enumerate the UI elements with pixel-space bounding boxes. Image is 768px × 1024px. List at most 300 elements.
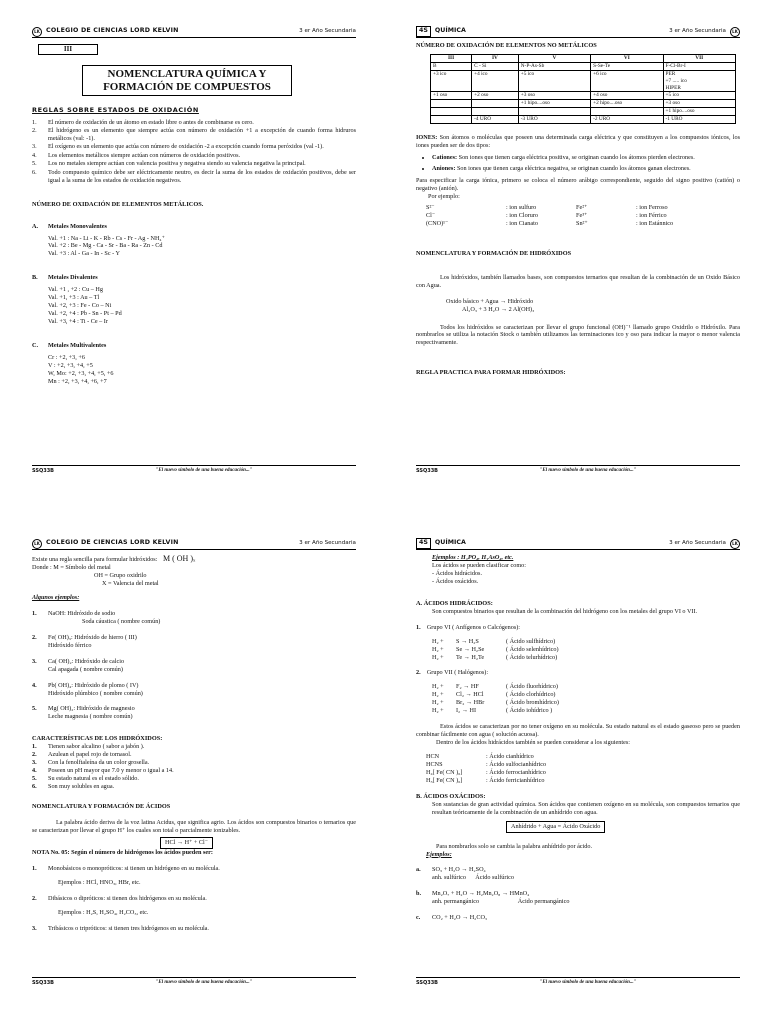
acid-type-text: Monobásicos o monopróticos: si tienen un hidrógeno en su molécula. bbox=[48, 864, 220, 872]
reaction-row bbox=[432, 654, 740, 662]
reaction-part: H₂ + bbox=[432, 653, 444, 661]
group-valences bbox=[48, 235, 356, 259]
group-vi-text: Grupo VI ( Anfígenos o Calcógenos): bbox=[426, 623, 521, 631]
example-number: 2. bbox=[32, 633, 37, 641]
ion-entry: Sn²⁺ bbox=[576, 219, 588, 227]
oxacid-example bbox=[416, 866, 740, 882]
acids-text: La palabra ácido deriva de la voz latina Acidus, que significa agrio. Los ácidos son compuestos binarios o ternarios que se caracterizan por llevar el grupo H⁺ los cuales son total o parcialmente ionizables. bbox=[32, 819, 356, 835]
table-cell: C - Si bbox=[472, 63, 519, 71]
ion-entry: : ion Cloruro bbox=[506, 211, 538, 219]
table-cell bbox=[431, 116, 472, 124]
table-header-cell: IV bbox=[472, 55, 519, 63]
valence-line: Val. +2 : Be - Mg - Ca - Sr - Ba - Ra - Zn - Cd bbox=[48, 242, 163, 250]
hydracid-part: : Ácido ferrocianhídrico bbox=[486, 768, 546, 776]
hydracids-text: Son compuestos binarios que resultan de la combinación del hidrógeno con los metales del grupo VI o VII. bbox=[432, 607, 698, 615]
example-common-name: Soda cáustica ( nombre común) bbox=[82, 617, 161, 625]
reaction-part: ( Ácido sulfhídrico) bbox=[506, 637, 556, 645]
table-cell: +5 ico bbox=[518, 71, 590, 92]
hydracids-state-text: Estos ácidos se caracterizan por no tener oxígeno en su molécula. Su estado natural es el estado gaseoso pero se pueden combinar fácilmente con agua ( solución acuosa). bbox=[416, 723, 740, 739]
reaction-part: I₂ → HI bbox=[456, 707, 477, 715]
group-vi-reactions bbox=[426, 638, 740, 662]
footer-code: SSQ33B bbox=[416, 979, 438, 986]
ion-entry: : ion Férrico bbox=[636, 211, 667, 219]
page-footer bbox=[416, 465, 740, 474]
hydroxides-text: Los hidróxidos, también llamados bases, son compuestos ternarios que resultan de la combinación de un Oxido Básico con Agua. bbox=[416, 273, 740, 289]
group-name: Metales Divalentes bbox=[48, 274, 98, 282]
hydroxide-rule-intro bbox=[32, 554, 356, 564]
page-body bbox=[416, 42, 740, 377]
page-3 bbox=[0, 512, 384, 1024]
reaction-row bbox=[432, 646, 740, 654]
reaction-part: ( Ácido bromhídrico) bbox=[506, 699, 559, 707]
table-cell: +4 oso bbox=[591, 92, 663, 100]
acid-type bbox=[32, 925, 356, 933]
examples-text: Ejemplos : H₃PO₄, H₃AsO₄, etc. bbox=[432, 554, 514, 561]
oxacid-reaction-line bbox=[416, 914, 740, 922]
acid-type-heading bbox=[32, 895, 356, 903]
characteristic-item bbox=[32, 743, 356, 751]
oxacid-formation-box: Anhídrido + Agua = Ácido Oxácido bbox=[506, 821, 605, 833]
hydroxide-example bbox=[32, 658, 356, 674]
valence-line: V : +2, +3, +4, +5 bbox=[48, 361, 93, 369]
table-cell: +3 oso bbox=[518, 92, 590, 100]
example-body bbox=[48, 610, 160, 626]
metals-title: NÚMERO DE OXIDACIÓN DE ELEMENTOS METÁLICOS. bbox=[32, 200, 204, 208]
ion-entry: Fe²⁺ bbox=[576, 203, 588, 211]
group-vii-reactions bbox=[426, 683, 740, 715]
group-letter: C. bbox=[32, 341, 39, 349]
hydroxide-examples bbox=[32, 610, 356, 721]
classification-item: - Ácidos oxácidos. bbox=[432, 577, 479, 585]
oxacid-examples bbox=[416, 866, 740, 922]
valence-line: Val. +3, +4 : Ti - Ce – Ir bbox=[48, 318, 108, 326]
table-cell: -3 URO bbox=[518, 116, 590, 124]
acid-type-text: Tribásicos o tripróticos: si tienen tres hidrógenos en su molécula. bbox=[48, 924, 209, 932]
page-number: 4S bbox=[416, 538, 431, 548]
example-name: NaOH: Hidróxido de sodio bbox=[48, 609, 116, 617]
table-row bbox=[431, 63, 736, 71]
reaction-part: Te → H₂Te bbox=[456, 653, 485, 661]
table-row bbox=[431, 108, 736, 116]
example-name: Ca( OH)₂: Hidróxido de calcio bbox=[48, 657, 125, 665]
reaction-part: ( Ácido telurhídrico) bbox=[506, 653, 558, 661]
ion-type-item bbox=[432, 165, 740, 173]
characteristic-item bbox=[32, 759, 356, 767]
metal-group-heading bbox=[32, 223, 356, 231]
rule-item bbox=[32, 152, 356, 160]
characteristics-list bbox=[32, 743, 356, 791]
table-cell bbox=[518, 108, 590, 116]
oxidation-table bbox=[430, 54, 736, 124]
reaction-part: ( Ácido iohídrico ) bbox=[506, 707, 553, 715]
table-cell: +2 hipo....oso bbox=[591, 100, 663, 108]
footer-motto: "El nuevo símbolo de una buena educación..." bbox=[155, 979, 253, 985]
valence-line: Mn : +2, +3, +4, +6, +7 bbox=[48, 377, 107, 385]
classification-intro: Los ácidos se pueden clasificar como: bbox=[432, 561, 526, 569]
reaction-part: Cl₂ → HCl bbox=[456, 691, 484, 699]
page-2 bbox=[384, 0, 768, 512]
rule-number: 3. bbox=[32, 143, 37, 151]
acid-types bbox=[32, 865, 356, 933]
where-line-3: X = Valencia del metal bbox=[102, 580, 159, 588]
example-body bbox=[48, 658, 124, 674]
rule-text: El número de oxidación de un átomo en estado libre o antes de combinarse es cero. bbox=[48, 118, 254, 126]
reaction-part: F₂ → HF bbox=[456, 683, 479, 691]
oxacid-reaction: CO₂ + H₂O → H₂CO₃ bbox=[432, 914, 488, 922]
acid-type-number: 2. bbox=[32, 894, 37, 902]
page-body bbox=[32, 42, 356, 386]
hydroxide-example bbox=[32, 682, 356, 698]
example-number: 1. bbox=[32, 609, 37, 617]
reaction-part: H₂ + bbox=[432, 707, 444, 715]
hydroxide-example bbox=[32, 610, 356, 626]
reaction-row bbox=[432, 707, 740, 715]
rule-number: 4. bbox=[32, 151, 37, 159]
rule-item bbox=[32, 160, 356, 168]
table-header-cell: III bbox=[431, 55, 472, 63]
ion-entry: : ion Cianato bbox=[506, 219, 538, 227]
reaction-part: S → H₂S bbox=[456, 637, 479, 645]
group-valences bbox=[48, 286, 356, 326]
table-cell bbox=[431, 108, 472, 116]
characteristic-number: 4. bbox=[32, 767, 37, 775]
oxacid-reaction: Mn₂O₇ + H₂O → H₂Mn₂O₈ → HMnO₄ bbox=[432, 890, 530, 898]
oxacid-examples-label: Ejemplos: bbox=[426, 850, 452, 858]
ion-type-text: Son iones que tienen carga eléctrica negativa, se originan cuando los átomos ganan electrones. bbox=[456, 165, 691, 173]
valence-line: W, Mo: +2, +3, +4, +5, +6 bbox=[48, 369, 114, 377]
example-body bbox=[48, 634, 137, 650]
triprotic-examples bbox=[432, 554, 740, 562]
oxacid-example-letter: b. bbox=[416, 890, 421, 898]
page-header bbox=[32, 26, 356, 38]
reaction-part: H₂ + bbox=[432, 691, 444, 699]
oxacid-names: anh. sulfúrico Ácido sulfúrico bbox=[432, 874, 514, 882]
where-line-2: OH = Grupo oxidrilo bbox=[94, 572, 147, 580]
metal-groups bbox=[32, 223, 356, 386]
example-body bbox=[48, 705, 135, 721]
table-row bbox=[431, 116, 736, 124]
footer-motto: "El nuevo símbolo de una buena educación..." bbox=[155, 467, 253, 473]
hydracid-part: H₃[ Fe( CN )₆] bbox=[426, 776, 463, 784]
hydracid-entry bbox=[426, 761, 740, 769]
reaction-row bbox=[432, 638, 740, 646]
page-4 bbox=[384, 512, 768, 1024]
example-name: Pb( OH)₄: Hidróxido de plomo ( IV) bbox=[48, 681, 139, 689]
page-footer bbox=[32, 977, 356, 986]
ions-label: IONES: bbox=[416, 134, 438, 142]
hydracid-entry bbox=[426, 769, 740, 777]
ion-entry: Fe³⁺ bbox=[576, 211, 588, 219]
table-cell: +3 ico bbox=[431, 71, 472, 92]
hydracid-part: : Ácido sulfocianhídrico bbox=[486, 760, 547, 768]
ion-type-name: Aniones: bbox=[432, 165, 456, 173]
metal-group bbox=[32, 342, 356, 386]
page-number: 4S bbox=[416, 26, 431, 36]
rules-list bbox=[32, 119, 356, 185]
table-cell bbox=[591, 108, 663, 116]
characteristic-number: 5. bbox=[32, 775, 37, 783]
group-name: Metales Monovalentes bbox=[48, 222, 107, 230]
table-cell: +2 oso bbox=[472, 92, 519, 100]
footer-code: SSQ33B bbox=[32, 979, 54, 986]
acid-type-examples: Ejemplos : HCl, HNO₃, HBr, etc. bbox=[58, 878, 141, 886]
table-header-cell: VII bbox=[663, 55, 735, 63]
classification-item: - Ácidos hidrácidos. bbox=[432, 569, 483, 577]
ion-entry: Cl⁻ bbox=[426, 211, 436, 219]
reaction-row bbox=[432, 691, 740, 699]
page-footer bbox=[416, 977, 740, 986]
reaction-part: ( Ácido fluorhídrico) bbox=[506, 683, 558, 691]
oxacids-title: B. ÁCIDOS OXÁCIDOS: bbox=[416, 792, 486, 800]
reaction-part: H₂ + bbox=[432, 699, 444, 707]
acid-type-number: 3. bbox=[32, 924, 37, 932]
valence-line: Val. +2, +3 : Fe - Co – Ni bbox=[48, 302, 112, 310]
oxacids-text: Son sustancias de gran actividad química. Son ácidos que contienen oxígeno en su molécula, son compuestos ternarios que resultan teóricamente de la combinación de un anhídrido con agua. bbox=[432, 800, 740, 816]
page-body bbox=[32, 554, 356, 933]
hydracid-part: : Ácido ferricianhídrico bbox=[486, 776, 545, 784]
page-header bbox=[416, 538, 740, 550]
table-cell bbox=[431, 100, 472, 108]
valence-line: Val. +1 : Na - Li - K - Rb - Cs - Fr - Ag - NH₄⁺ bbox=[48, 234, 165, 242]
acid-type-number: 1. bbox=[32, 864, 37, 872]
page-footer bbox=[32, 465, 356, 474]
reaction-part: H₂ + bbox=[432, 683, 444, 691]
footer-code: SSQ33B bbox=[32, 467, 54, 474]
hydracid-part: H₄[ Fe( CN )₆] bbox=[426, 768, 463, 776]
school-name: COLEGIO DE CIENCIAS LORD KELVIN bbox=[46, 27, 179, 35]
table-cell: F-Cl-Br-I bbox=[663, 63, 735, 71]
oxacid-names: anh. permangánico Ácido permangánico bbox=[432, 898, 570, 906]
grade-label: 3 er Año Secundaria bbox=[299, 27, 356, 34]
example-common-name: Hidróxido plúmbico ( nombre común) bbox=[48, 689, 143, 697]
school-name: COLEGIO DE CIENCIAS LORD KELVIN bbox=[46, 539, 179, 547]
title-line-2: FORMACIÓN DE COMPUESTOS bbox=[103, 80, 271, 93]
acid-type bbox=[32, 895, 356, 917]
ions-text: Son átomos o moléculas que poseen una determinada carga eléctrica y que constituyen a los compuestos iónicos, los iones pueden ser de dos tipos: bbox=[416, 134, 740, 150]
characteristic-number: 1. bbox=[32, 743, 37, 751]
characteristic-text: Azulean el papel rojo de tornasol. bbox=[48, 751, 132, 759]
hydracid-part: HCN bbox=[426, 752, 440, 760]
characteristic-number: 2. bbox=[32, 751, 37, 759]
reaction-part: Br₂ → HBr bbox=[456, 699, 485, 707]
characteristic-item bbox=[32, 775, 356, 783]
table-cell: +3 oso bbox=[663, 100, 735, 108]
other-hydracids-list bbox=[426, 753, 740, 785]
rules-title: REGLAS SOBRE ESTADOS DE OXIDACIÓN bbox=[32, 106, 199, 115]
rule-number: 2. bbox=[32, 126, 37, 134]
group-vii-label: 2. Grupo VII ( Halógenos): bbox=[416, 669, 489, 677]
characteristics-title: CARACTERÍSTICAS DE LOS HIDRÓXIDOS: bbox=[32, 735, 163, 743]
hydroxide-example-equation: Al₂O₃ + 3 H₂O → 2 Al(OH)₃ bbox=[462, 305, 535, 313]
table-cell bbox=[472, 100, 519, 108]
valence-line: Val. +2, +4 : Pb - Sn - Pt – Pd bbox=[48, 310, 122, 318]
example-label: Por ejemplo: bbox=[428, 192, 460, 200]
example-number: 3. bbox=[32, 657, 37, 665]
ion-entry: (CNO)¹⁻ bbox=[426, 219, 449, 227]
hydracids-title: A. ÁCIDOS HIDRÁCIDOS: bbox=[416, 599, 493, 607]
table-cell: +6 ico bbox=[591, 71, 663, 92]
characteristic-text: Son muy solubles en agua. bbox=[48, 783, 115, 791]
example-common-name: Cal apagada ( nombre común) bbox=[48, 665, 123, 673]
valence-line: Val. +1, +3 : Au – Tl bbox=[48, 294, 100, 302]
table-cell: +5 ico bbox=[663, 92, 735, 100]
rule-number: 1. bbox=[32, 118, 37, 126]
ion-entry: S²⁻ bbox=[426, 203, 435, 211]
subject-label: QUÍMICA bbox=[434, 27, 466, 35]
metal-group bbox=[32, 223, 356, 259]
page-body bbox=[416, 554, 740, 922]
group-letter: A. bbox=[32, 222, 39, 230]
reaction-row bbox=[432, 699, 740, 707]
other-hydracids-intro: Dentro de los ácidos hidrácidos también se pueden considerar a los siguientes: bbox=[436, 739, 630, 747]
grade-label: 3 er Año Secundaria bbox=[299, 539, 356, 546]
oxacid-example-letter: a. bbox=[416, 866, 421, 874]
reaction-part: Se → H₂Se bbox=[456, 645, 485, 653]
hydracid-part: HCNS bbox=[426, 760, 443, 768]
rule-text: Todo compuesto químico debe ser eléctricamente neutro, es decir la suma de los estados de oxidación positivos, debe ser igual a la suma de los estados de oxidación negativos. bbox=[48, 168, 356, 184]
ion-examples bbox=[426, 204, 740, 228]
school-logo-icon: LK bbox=[32, 27, 42, 37]
example-name: Fe( OH)₃: Hidróxido de hierro ( III) bbox=[48, 633, 137, 641]
page-header bbox=[416, 26, 740, 38]
rule-item bbox=[32, 127, 356, 143]
classification-list bbox=[432, 570, 740, 586]
reaction-row bbox=[432, 683, 740, 691]
rule-text: El hidrógeno es un elemento que siempre actúa con número de oxidación +1 a excepción de cuando forma hidruros metálicos (val: -1). bbox=[48, 126, 356, 142]
table-cell: PER +7 ..... ico HIPER bbox=[663, 71, 735, 92]
table-row bbox=[431, 92, 736, 100]
table-cell: +4 ico bbox=[472, 71, 519, 92]
grade-label: 3 er Año Secundaria bbox=[669, 539, 726, 546]
hydracid-entry bbox=[426, 753, 740, 761]
chapter-title bbox=[82, 65, 292, 96]
reaction-part: ( Ácido clorhídrico) bbox=[506, 691, 556, 699]
school-logo-icon: LK bbox=[730, 27, 740, 37]
characteristic-text: Poseen un pH mayor que 7.0 y menor o igual a 14. bbox=[48, 767, 174, 775]
characteristic-text: Con la fenolftaleína da un color grosella. bbox=[48, 759, 150, 767]
charge-paragraph: Para especificar la carga iónica, primero se coloca el número arábigo correspondiente, seguido del signo positivo (catión) o negativo (anión). bbox=[416, 177, 740, 193]
ions-paragraph bbox=[416, 134, 740, 150]
valence-line: Val. +1 , +2 : Cu – Hg bbox=[48, 286, 103, 294]
oxacid-example-letter: c. bbox=[416, 914, 421, 922]
table-cell: +1 oso bbox=[431, 92, 472, 100]
acid-type bbox=[32, 865, 356, 887]
table-cell: S-Se-Te bbox=[591, 63, 663, 71]
nonmetals-title: NÚMERO DE OXIDACIÓN DE ELEMENTOS NO METÁLICOS bbox=[416, 42, 597, 49]
oxacid-reaction: SO₃ + H₂O → H₂SO₄ bbox=[432, 866, 486, 874]
example-body bbox=[48, 682, 143, 698]
characteristic-number: 3. bbox=[32, 759, 37, 767]
table-row bbox=[431, 100, 736, 108]
metal-group bbox=[32, 274, 356, 326]
table-header-cell: V bbox=[518, 55, 590, 63]
examples-label: Algunos ejemplos: bbox=[32, 594, 80, 602]
rule-item bbox=[32, 143, 356, 151]
rule-number: 6. bbox=[32, 168, 37, 176]
table-cell bbox=[472, 108, 519, 116]
title-line-1: NOMENCLATURA QUÍMICA Y bbox=[107, 67, 267, 80]
unit-number: III bbox=[38, 44, 98, 55]
characteristic-item bbox=[32, 767, 356, 775]
reaction-part: ( Ácido selenhídrico) bbox=[506, 645, 559, 653]
naming-rule: Para nombrarlos solo se cambia la palabra anhídrido por ácido. bbox=[436, 842, 593, 850]
example-number: 5. bbox=[32, 705, 37, 713]
ion-entry: : ion Ferroso bbox=[636, 203, 668, 211]
footer-code: SSQ33B bbox=[416, 467, 438, 474]
footer-motto: "El nuevo símbolo de una buena educación..." bbox=[539, 979, 637, 985]
hydracid-part: : Ácido cianhídrico bbox=[486, 752, 534, 760]
grade-label: 3 er Año Secundaria bbox=[669, 27, 726, 34]
reaction-part: H₂ + bbox=[432, 645, 444, 653]
group-name: Metales Multivalentes bbox=[48, 341, 107, 349]
ion-type-name: Cationes: bbox=[432, 154, 458, 162]
table-cell: -4 URO bbox=[472, 116, 519, 124]
acid-type-text: Dibásicos o dipróticos: si tienen dos hidrógenos en su molécula. bbox=[48, 894, 207, 902]
valence-line: Val. +3 : Al - Ga - In - Sc - Y bbox=[48, 250, 120, 258]
table-header-cell: VI bbox=[591, 55, 663, 63]
ion-type-text: Son iones que tienen carga eléctrica positiva, se originan cuando los átomos pierden electrones. bbox=[458, 154, 695, 162]
valence-line: Cr : +2, +3, +6 bbox=[48, 353, 85, 361]
hydracid-entry bbox=[426, 777, 740, 785]
metal-group-heading bbox=[32, 342, 356, 350]
example-common-name: Hidróxido férrico bbox=[48, 641, 92, 649]
rule-item bbox=[32, 169, 356, 185]
where-line-1: Donde : M = Símbolo del metal bbox=[32, 564, 111, 572]
rule-item bbox=[32, 119, 356, 127]
footer-motto: "El nuevo símbolo de una buena educación..." bbox=[539, 467, 637, 473]
hydroxides-title: NOMENCLATURA Y FORMACIÓN DE HIDRÓXIDOS bbox=[416, 249, 572, 257]
oxacid-example bbox=[416, 914, 740, 922]
acid-type-examples: Ejemplos : H₂S, H₂SO₄, H₂CO₃, etc. bbox=[58, 908, 149, 916]
group-vi-label: 1. Grupo VI ( Anfígenos o Calcógenos): bbox=[416, 623, 521, 631]
hydroxide-equation: Oxido básico + Agua → Hidróxido bbox=[446, 297, 534, 305]
hydroxide-example bbox=[32, 705, 356, 721]
characteristic-item bbox=[32, 751, 356, 759]
subject-label: QUÍMICA bbox=[434, 539, 466, 547]
table-cell: -1 URO bbox=[663, 116, 735, 124]
rule-text: Los no metales siempre actúan con valencia positiva y negativa siendo su valencia negativa la principal. bbox=[48, 160, 306, 168]
oxacid-example bbox=[416, 890, 740, 906]
acids-title: NOMENCLATURA Y FORMACIÓN DE ÁCIDOS bbox=[32, 803, 171, 811]
group-vii-text: Grupo VII ( Halógenos): bbox=[426, 669, 489, 677]
characteristic-text: Su estado natural es el estado sólido. bbox=[48, 775, 139, 783]
school-logo-icon: LK bbox=[730, 539, 740, 549]
table-cell: +1 hipo....oso bbox=[518, 100, 590, 108]
table-cell: N-P-As-Sb bbox=[518, 63, 590, 71]
example-common-name: Leche magnesia ( nombre común) bbox=[48, 713, 133, 721]
group-valences bbox=[48, 354, 356, 386]
rule-text: Los elementos metálicos siempre actúan con números de oxidación positivos. bbox=[48, 151, 241, 159]
ion-entry: : ion Estánnico bbox=[636, 219, 674, 227]
characteristic-item bbox=[32, 783, 356, 791]
hydroxide-example bbox=[32, 634, 356, 650]
group-letter: B. bbox=[32, 274, 38, 282]
note-05: NOTA No. 05: Según el número de hidrógenos los ácidos pueden ser: bbox=[32, 848, 213, 856]
ion-types-list bbox=[432, 154, 740, 173]
metal-group-heading bbox=[32, 274, 356, 282]
ion-entry: : ion sulfuro bbox=[506, 203, 537, 211]
rule-number: 5. bbox=[32, 160, 37, 168]
acid-type-heading bbox=[32, 925, 356, 933]
table-cell: +1 hipo....oso bbox=[663, 108, 735, 116]
rule-title: REGLA PRACTICA PARA FORMAR HIDRÓXIDOS: bbox=[416, 369, 566, 377]
table-cell: B bbox=[431, 63, 472, 71]
characteristic-number: 6. bbox=[32, 783, 37, 791]
hydroxides-text-2: Todos los hidróxidos se caracterizan por llevar el grupo funcional (OH)⁻¹ llamado grupo Oxidrilo o Hidróxilo. Para nombrarlos se utiliza la notación Stock o también utilizamos las terminaciones ico y oso para indicar la mayor o menor valencia respectivamente. bbox=[416, 323, 740, 347]
table-row bbox=[431, 71, 736, 92]
intro-text: Existe una regla sencilla para formular hidróxidos: bbox=[32, 556, 158, 563]
acid-type-heading bbox=[32, 865, 356, 873]
